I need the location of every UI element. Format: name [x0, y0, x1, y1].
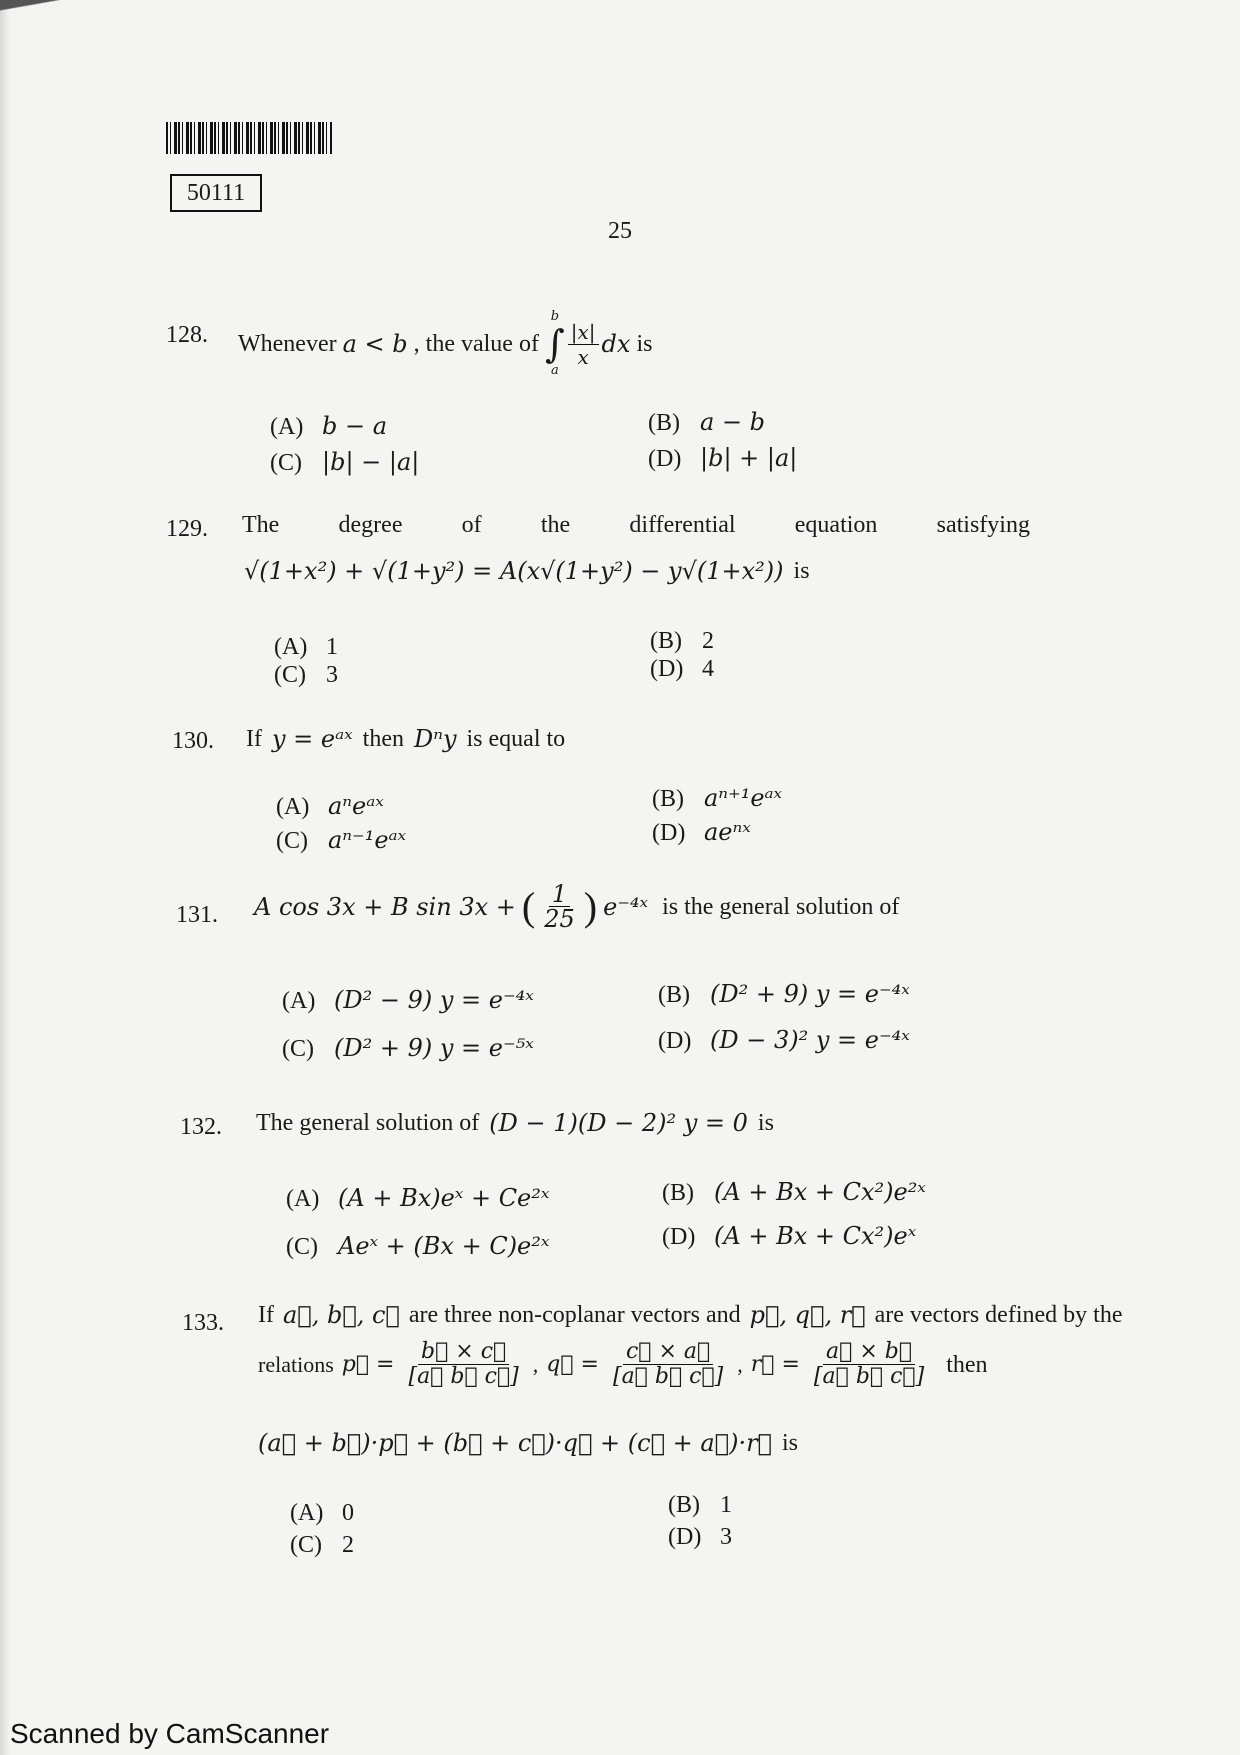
option-label: (B): [662, 1180, 694, 1206]
question-stem-line2: [258, 1340, 988, 1389]
integral-differential: dx: [601, 330, 631, 358]
option-text: Aeˣ + (Bx + C)e²ˣ: [338, 1232, 550, 1260]
option-label: (A): [274, 634, 308, 660]
option-a[interactable]: [286, 1184, 549, 1213]
question-stem-line3: [258, 1428, 798, 1458]
stem-text: If: [246, 726, 262, 752]
stem-word: the: [540, 512, 571, 538]
question-number: 133.: [182, 1310, 224, 1336]
integral-limits: [545, 310, 565, 378]
option-d[interactable]: [648, 444, 797, 473]
integral-lower-limit: a: [550, 363, 559, 378]
option-text: 1: [326, 634, 338, 660]
option-label: (D): [650, 656, 684, 682]
stem-vectors: p⃗, q⃗, r⃗: [749, 1301, 866, 1329]
question-stem-line1: [242, 510, 1030, 540]
option-c[interactable]: [270, 448, 419, 477]
definite-integral: [545, 310, 630, 378]
option-label: (B): [650, 628, 682, 654]
p-numerator: b⃗ × c⃗: [418, 1340, 509, 1365]
stem-word: equation: [794, 512, 878, 538]
page-corner-fold: [0, 0, 60, 14]
option-text: 3: [720, 1524, 732, 1550]
option-text: 3: [326, 662, 338, 688]
question-stem-line1: [258, 1300, 1122, 1330]
stem-vectors: a⃗, b⃗, c⃗: [282, 1301, 400, 1329]
r-denominator: [a⃗ b⃗ c⃗]: [813, 1364, 925, 1389]
option-text: b − a: [322, 412, 388, 440]
option-label: (C): [290, 1532, 322, 1558]
question-number: 131.: [176, 902, 218, 928]
integrand-numerator: |x|: [568, 320, 599, 345]
stem-text: , the value of: [413, 331, 539, 357]
option-text: (D² + 9) y = e⁻⁵ˣ: [334, 1034, 534, 1062]
p-definition-fraction: [405, 1340, 521, 1389]
r-numerator: a⃗ × b⃗: [823, 1340, 915, 1365]
option-text: aⁿ⁺¹eᵃˣ: [704, 784, 783, 812]
stem-text: If: [258, 1302, 274, 1328]
option-c[interactable]: [274, 662, 338, 689]
option-label: (C): [270, 450, 302, 476]
option-text: aⁿeᵃˣ: [328, 792, 384, 820]
stem-expression: A cos 3x + B sin 3x +: [254, 892, 516, 921]
paren-close: ): [583, 883, 598, 929]
option-text: aⁿ⁻¹eᵃˣ: [328, 826, 407, 854]
option-text: 2: [342, 1532, 354, 1558]
paren-open: (: [521, 883, 536, 929]
question-stem: [254, 882, 899, 931]
scanner-watermark: Scanned by CamScanner: [10, 1718, 330, 1749]
option-text: (A + Bx + Cx²)eˣ: [714, 1222, 917, 1250]
option-d[interactable]: [650, 656, 714, 683]
stem-text: relations: [258, 1351, 334, 1377]
stem-equation: (D − 1)(D − 2)² y = 0: [489, 1109, 748, 1137]
p-definition-lhs: p⃗ =: [341, 1351, 395, 1377]
fraction-denominator: 25: [544, 905, 575, 933]
option-label: (B): [648, 410, 680, 436]
stem-condition: a < b: [342, 330, 408, 358]
stem-equation: y = eᵃˣ: [271, 725, 353, 753]
stem-text: is equal to: [466, 726, 566, 752]
option-text: 1: [720, 1492, 732, 1518]
question-number: 129.: [166, 516, 208, 542]
stem-text: are three non-coplanar vectors and: [408, 1302, 741, 1328]
paper-code-box: 50111: [170, 174, 262, 212]
option-label: (C): [274, 662, 306, 688]
option-c[interactable]: [276, 826, 406, 855]
separator: ,: [737, 1351, 743, 1377]
integral-upper-limit: b: [550, 309, 560, 324]
option-b[interactable]: [652, 784, 782, 813]
option-c[interactable]: [286, 1232, 549, 1261]
option-text: (D² − 9) y = e⁻⁴ˣ: [334, 986, 534, 1014]
option-a[interactable]: [270, 412, 387, 441]
stem-text: is the general solution of: [662, 893, 900, 920]
option-label: (B): [658, 982, 690, 1008]
integrand-denominator: x: [577, 344, 589, 369]
page-edge-shadow: [0, 0, 10, 1755]
option-label: (A): [282, 988, 316, 1014]
integrand-fraction: [568, 320, 599, 369]
option-text: |b| − |a|: [322, 448, 420, 476]
option-a[interactable]: [276, 792, 384, 821]
q-numerator: c⃗ × a⃗: [623, 1340, 713, 1365]
option-d[interactable]: [658, 1026, 910, 1055]
option-d[interactable]: [668, 1524, 732, 1551]
option-text: 4: [702, 656, 714, 682]
option-text: a − b: [700, 408, 766, 436]
option-label: (B): [652, 786, 684, 812]
option-label: (B): [668, 1492, 700, 1518]
barcode: [166, 122, 332, 154]
option-b[interactable]: [662, 1178, 926, 1207]
option-text: (D − 3)² y = e⁻⁴ˣ: [710, 1026, 910, 1054]
option-label: (A): [276, 794, 310, 820]
option-text: (D² + 9) y = e⁻⁴ˣ: [710, 980, 910, 1008]
option-label: (C): [282, 1036, 314, 1062]
option-label: (A): [270, 414, 304, 440]
p-denominator: [a⃗ b⃗ c⃗]: [408, 1364, 519, 1389]
option-text: aeⁿˣ: [704, 818, 751, 846]
question-number: 128.: [166, 322, 208, 348]
question-stem: [256, 1108, 774, 1138]
option-d[interactable]: [652, 818, 751, 847]
option-label: (D): [652, 820, 686, 846]
stem-equation: √(1+x²) + √(1+y²) = A(x√(1+y²) − y√(1+x²)): [244, 557, 784, 585]
option-label: (C): [286, 1234, 318, 1260]
option-b[interactable]: [658, 980, 910, 1009]
stem-word: differential: [629, 512, 736, 538]
option-a[interactable]: [274, 634, 338, 661]
stem-fraction: [541, 882, 578, 931]
question-stem-line2: [244, 556, 810, 586]
option-label: (D): [668, 1524, 702, 1550]
stem-operator: Dⁿy: [413, 725, 457, 753]
option-label: (D): [662, 1224, 696, 1250]
option-label: (C): [276, 828, 308, 854]
option-label: (A): [286, 1186, 320, 1212]
fraction-numerator: 1: [549, 882, 570, 907]
integral-sign: ∫: [544, 322, 565, 366]
r-definition-lhs: r⃗ =: [750, 1351, 800, 1377]
option-label: (A): [290, 1500, 324, 1526]
option-c[interactable]: [290, 1532, 354, 1559]
stem-text: then: [946, 1351, 988, 1378]
option-text: (A + Bx + Cx²)e²ˣ: [714, 1178, 926, 1206]
stem-text: is: [636, 331, 653, 357]
q-definition-fraction: [610, 1340, 726, 1389]
question-number: 130.: [172, 728, 214, 754]
q-definition-lhs: q⃗ =: [546, 1351, 599, 1377]
page-number: 25: [608, 218, 632, 244]
question-number: 132.: [180, 1114, 222, 1140]
option-text: (A + Bx)eˣ + Ce²ˣ: [338, 1184, 550, 1212]
stem-text: is: [781, 1430, 798, 1456]
option-label: (D): [658, 1028, 692, 1054]
stem-text: Whenever: [238, 331, 337, 357]
stem-text: are vectors defined by the: [874, 1302, 1123, 1328]
stem-word: satisfying: [936, 512, 1030, 538]
stem-word: The: [242, 512, 280, 538]
question-stem: [246, 724, 565, 754]
stem-text: The general solution of: [256, 1110, 480, 1136]
stem-word: degree: [338, 512, 403, 538]
option-c[interactable]: [282, 1034, 534, 1063]
separator: ,: [532, 1351, 539, 1377]
option-text: 0: [342, 1500, 354, 1526]
stem-text: then: [362, 726, 404, 752]
option-label: (D): [648, 446, 682, 472]
stem-expression: e⁻⁴ˣ: [603, 892, 649, 921]
stem-expression: (a⃗ + b⃗)·p⃗ + (b⃗ + c⃗)·q⃗ + (c⃗ + a⃗)·r⃗: [258, 1429, 772, 1457]
q-denominator: [a⃗ b⃗ c⃗]: [612, 1364, 724, 1389]
stem-text: is: [793, 558, 810, 584]
option-text: |b| + |a|: [700, 444, 798, 472]
option-b[interactable]: [650, 628, 714, 655]
option-d[interactable]: [662, 1222, 916, 1251]
option-text: 2: [702, 628, 714, 654]
option-a[interactable]: [290, 1500, 354, 1527]
stem-word: of: [461, 512, 482, 538]
question-stem: [238, 310, 652, 378]
option-b[interactable]: [668, 1492, 732, 1519]
stem-text: is: [757, 1110, 774, 1136]
r-definition-fraction: [811, 1340, 927, 1389]
option-b[interactable]: [648, 408, 765, 437]
option-a[interactable]: [282, 986, 534, 1015]
